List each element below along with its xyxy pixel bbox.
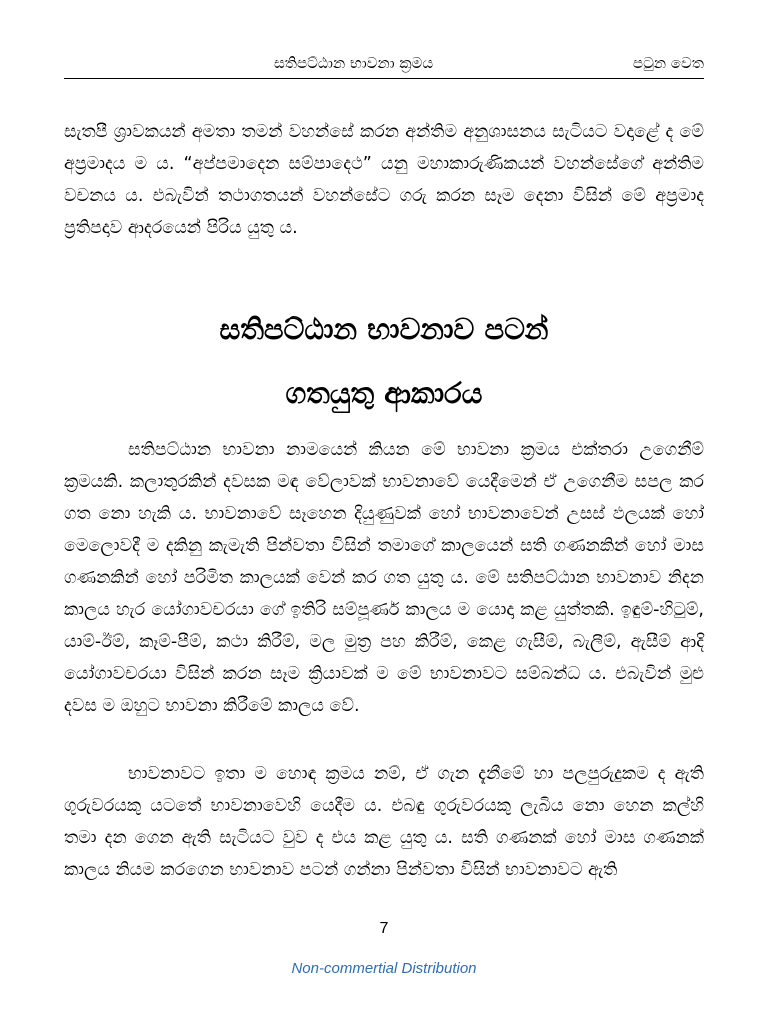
header-rule bbox=[64, 78, 704, 79]
running-header bbox=[64, 50, 704, 76]
contents-link[interactable]: පටුන වෙත bbox=[632, 54, 704, 72]
page-number: 7 bbox=[379, 920, 389, 937]
body-paragraph-2: සතිපට්ඨාන භාවනා නාමයෙන් කියන මේ භාවනා ක්‍රමය එක්තරා උගෙනීම් ක්‍රමයකි. කලාතුරකින් දවසක මඳ වේලාවක් භාවනාවේ යෙදීමෙන් ඒ උගෙනීම සපල කර ගත නො හැකි ය. භාවනාවේ සෑහෙන දියුණුවක් හෝ භාවනාවෙන් උසස් ඵලයක් හෝ මෙලොවදී ම දකිනු කැමැති පින්වතා විසින් තමාගේ කාලයෙන් සති ගණනකින් හෝ මාස ගණනකින් හෝ පරිමිත කාලයක් වෙන් කර ගත යුතු ය. මේ සතිපට්ඨාන භාවනාව නිදන කාලය හැර යෝගාවචරයා ගේ ඉතිරි සම්පූර්ණ කාලය ම යොදා කළ යුත්තකි. ඉඳුම්-හිටුම්, යාම්-ඊම්, කෑම්-පීම්, කථා කිරීම්, මල මුත්‍ර පහ කිරීම්, කෙළ ගැසීම්, බැලීම්, ඇසීම් ආදි යෝගාවචරයා විසින් කරන සෑම ක්‍රියාවක් ම මේ භාවනාවට සම්බන්ධ ය. එබැවින් මුළු දවස ම ඔහුට භාවනා කිරීමේ කාලය වේ. bbox=[64, 440, 704, 716]
body-paragraph-1: සැතපී ශ්‍රාවකයන් අමතා තමන් වහන්සේ කරන අන්තිම අනුශාසනය සැටියට වදාළේ ද මේ අප්‍රමාදය ම ය. “අප්පමාදෙන සම්පාදෙථ” යනු මහාකාරුණිකයන් වහන්සේගේ අන්තිම වචනය ය. එබැවින් තථාගතයන් වහන්සේට ගරු කරන සෑම දෙනා විසින් මේ අප්‍රමාද ප්‍රතිපදාව ආදරයෙන් පිරිය යුතු ය. bbox=[64, 122, 704, 238]
body-paragraph-3: භාවනාවට ඉතා ම හොඳ ක්‍රමය නම්, ඒ ගැන දැනීමේ හා පලපුරුදුකම ද ඇති ගුරුවරයකු යටතේ භාවනාවෙහි යෙදීම ය. එබඳු ගුරුවරයකු ලැබිය නො හෙන කල්හි තමා දන ගෙන ඇති සැටියට වුව ද එය කළ යුතු ය. සති ගණනක් හෝ මාස ගණනක් කාලය නියම කරගෙන භාවනාව පටන් ගන්නා පින්වතා විසින් භාවනාවට ඇති bbox=[64, 764, 704, 880]
section-heading: සතිපට්ඨාන භාවනාව පටන් bbox=[219, 312, 549, 346]
footer-note: Non-commertial Distribution bbox=[291, 960, 477, 977]
running-title: සතිපට්ඨාන භාවනා ක්‍රමය bbox=[274, 54, 434, 72]
section-subheading: ගතයුතු ආකාරය bbox=[285, 376, 483, 410]
